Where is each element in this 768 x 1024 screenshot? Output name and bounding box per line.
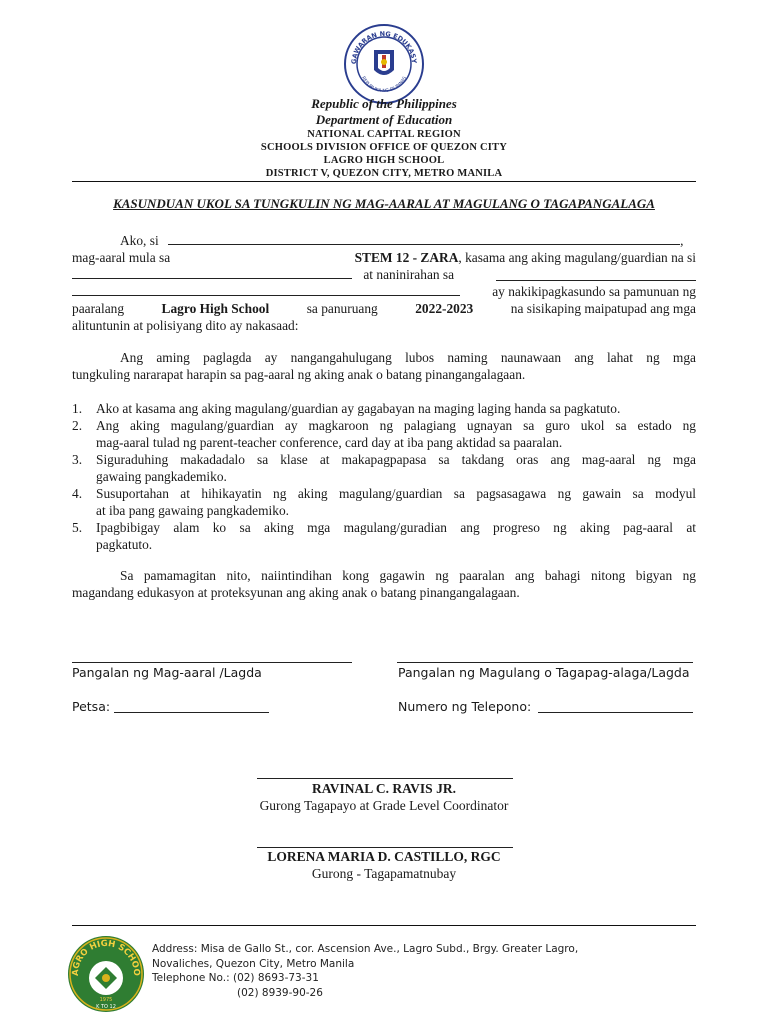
department-heading: Department of Education xyxy=(315,112,453,127)
adviser-title: Gurong Tagapayo at Grade Level Coordinator xyxy=(259,798,509,813)
intro-line-1 xyxy=(72,232,696,249)
paragraph-2-line-2: magandang edukasyon at proteksyunan ang aking anak o batang pinangangalagaan. xyxy=(72,585,520,600)
list-number: 2. xyxy=(72,418,83,433)
school-year: 2022-2023 xyxy=(415,301,474,316)
list-item xyxy=(72,417,696,451)
comma: , xyxy=(680,233,684,248)
adviser-signature-line xyxy=(257,778,513,779)
region-heading: NATIONAL CAPITAL REGION xyxy=(307,129,461,140)
intro-line-4 xyxy=(72,283,696,300)
list-number: 4. xyxy=(72,486,83,501)
republic-heading: Republic of the Philippines xyxy=(311,96,457,111)
list-text-cont: at iba pang gawaing pangkademiko. xyxy=(96,503,289,518)
section-name: STEM 12 - ZARA xyxy=(354,250,459,265)
list-item xyxy=(72,485,696,519)
petsa-label: Petsa: xyxy=(72,699,111,714)
intro-line-6: alituntunin at polisiyang dito ay nakasaad: xyxy=(72,318,299,333)
svg-text:REPUBLIKA NG PILIPINAS: REPUBLIKA NG PILIPINAS xyxy=(360,75,408,95)
student-name-blank[interactable] xyxy=(168,233,680,245)
svg-text:K TO 12: K TO 12 xyxy=(96,1004,116,1010)
deped-seal-icon xyxy=(344,24,424,104)
list-text-cont: mag-aaral tulad ng parent-teacher conference, card day at iba pang aktidad sa paaralan. xyxy=(96,435,563,450)
list-text-cont: pagkatuto. xyxy=(96,537,153,552)
obligations-list xyxy=(72,400,696,550)
naninirahan-label: at naninirahan sa xyxy=(363,267,455,282)
student-signature-line[interactable] xyxy=(72,662,352,663)
telephone-line-1: Telephone No.: (02) 8693-73-31 xyxy=(152,972,319,984)
paragraph-1-line-2: tungkuling nararapat harapin sa pag-aaral ng aking anak o batang pinangangalagaan. xyxy=(72,367,526,382)
counselor-name: LORENA MARIA D. CASTILLO, RGC xyxy=(267,849,501,864)
list-text: Ang aking magulang/guardian ay magkaroon ng palagiang ugnayan sa guro ukol sa estado ng xyxy=(96,418,696,433)
list-text-cont: gawaing pangkademiko. xyxy=(96,469,227,484)
guardian-name-blank[interactable] xyxy=(72,267,352,279)
document-title: KASUNDUAN UKOL SA TUNGKULIN NG MAG-AARAL AT MAGULANG O TAGAPANGALAGA xyxy=(113,196,655,211)
telephone-line-2: (02) 8939-90-26 xyxy=(237,986,323,999)
petsa-blank[interactable] xyxy=(114,712,269,713)
list-number: 3. xyxy=(72,452,83,467)
footer-divider xyxy=(72,925,696,926)
svg-text:KAGAWARAN NG EDUKASYON: GAWARAN NG EDUKASY xyxy=(349,29,419,65)
list-text: Ako at kasama ang aking magulang/guardian ay gagabayan na maging laging handa sa pagkatuto. xyxy=(96,401,621,416)
list-item xyxy=(72,400,696,417)
school-heading: LAGRO HIGH SCHOOL xyxy=(323,155,445,166)
intro-line-2 xyxy=(72,249,696,266)
address-line-2: Novaliches, Quezon City, Metro Manila xyxy=(152,957,355,970)
telepono-label: Numero ng Telepono: xyxy=(398,699,532,714)
intro-line-5 xyxy=(72,300,696,317)
counselor-title: Gurong - Tagapamatnubay xyxy=(311,866,457,881)
student-signature-label: Pangalan ng Mag-aaral /Lagda xyxy=(72,665,262,680)
mag-aaral-label: mag-aaral mula sa xyxy=(72,250,171,265)
lagro-logo xyxy=(66,934,146,1014)
list-number: 1. xyxy=(72,401,83,416)
counselor-signature-line xyxy=(257,847,513,848)
svg-text:1975: 1975 xyxy=(99,997,113,1003)
list-text: Siguraduhing makadadalo sa klase at makapagpapasa sa takdang oras ang mag-aaral ng mga xyxy=(96,452,696,467)
ako-si-label: Ako, si xyxy=(120,233,159,248)
nakikipagkasundo-label: ay nakikipagkasundo sa pamunuan ng xyxy=(492,284,696,299)
telepono-blank[interactable] xyxy=(538,712,693,713)
parent-signature-label: Pangalan ng Magulang o Tagapag-alaga/Lagda xyxy=(398,665,690,680)
panuruang-label: sa panuruang xyxy=(306,301,378,316)
address-blank-2[interactable] xyxy=(72,284,460,296)
parent-signature-line[interactable] xyxy=(397,662,693,663)
lagro-logo-icon xyxy=(66,934,146,1014)
address-line-1: Address: Misa de Gallo St., cor. Ascension Ave., Lagro Subd., Brgy. Greater Lagro, xyxy=(152,943,579,955)
paragraph-1-line-1: Ang aming paglagda ay nangangahulugang lubos naming naunawaan ang lahat ng mga xyxy=(120,350,696,365)
footer-address xyxy=(152,942,578,1000)
deped-seal xyxy=(344,24,424,104)
intro-line-3 xyxy=(72,266,696,283)
district-heading: DISTRICT V, QUEZON CITY, METRO MANILA xyxy=(265,168,503,179)
sisikaping-label: na sisikaping maipatupad ang mga xyxy=(510,301,696,316)
list-text: Susuportahan at hihikayatin ng aking magulang/guardian sa pagsasagawa ng gawain sa modyul xyxy=(96,486,696,501)
svg-text:LAGRO HIGH SCHOOL: AGRO HIGH SCHOO xyxy=(70,938,142,977)
header-divider xyxy=(72,181,696,182)
list-item xyxy=(72,451,696,485)
list-text: Ipagbibigay alam ko sa aking mga magulang/guradian ang progreso ng aking pag-aaral at xyxy=(96,520,696,535)
paaralang-label: paaralang xyxy=(72,301,125,316)
list-number: 5. xyxy=(72,520,83,535)
list-item xyxy=(72,519,696,553)
adviser-name: RAVINAL C. RAVIS JR. xyxy=(312,781,456,796)
kasama-label: , kasama ang aking magulang/guardian na si xyxy=(458,250,696,265)
division-heading: SCHOOLS DIVISION OFFICE OF QUEZON CITY xyxy=(260,142,508,153)
school-name: Lagro High School xyxy=(161,301,270,316)
address-blank-1[interactable] xyxy=(496,269,696,281)
paragraph-2-line-1: Sa pamamagitan nito, naiintindihan kong gagawin ng paaralan ang bahagi nitong bigyan ng xyxy=(120,568,696,583)
